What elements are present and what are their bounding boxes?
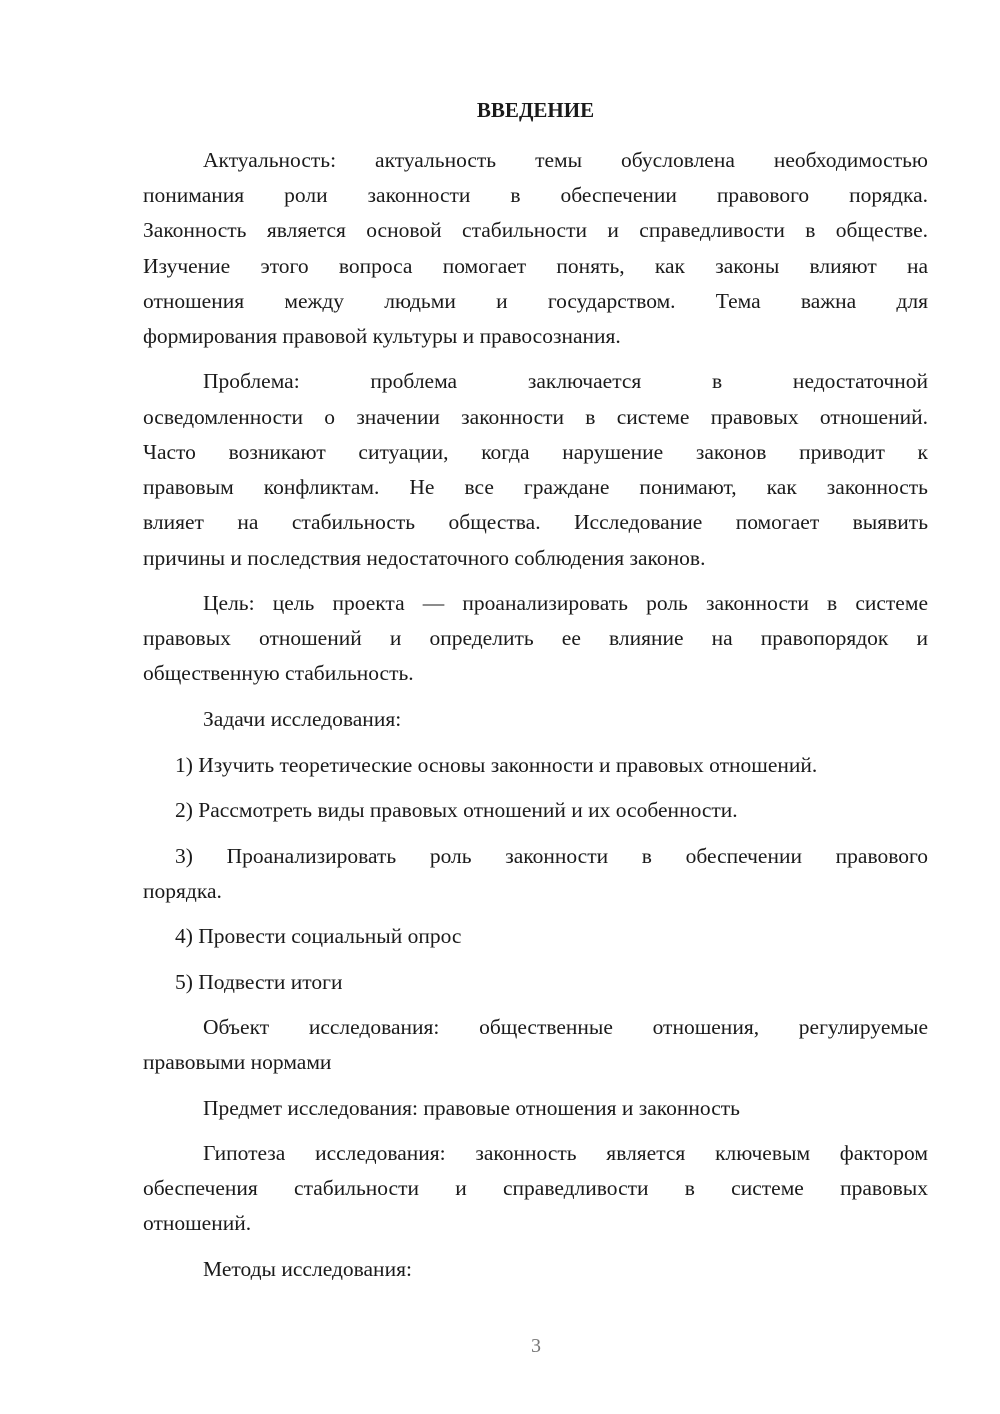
page-number: 3 xyxy=(531,1335,541,1357)
list-item: 3) Проанализировать роль законности в обеспечении правового xyxy=(175,844,928,868)
text-line: правовыми нормами xyxy=(143,1050,332,1074)
text-line: осведомленности о значении законности в системе правовых отношений. xyxy=(143,405,928,429)
text-line: Часто возникают ситуации, когда нарушение законов приводит к xyxy=(143,440,928,464)
text-line: понимания роли законности в обеспечении правового порядка. xyxy=(143,183,928,207)
text-line: причины и последствия недостаточного соблюдения законов. xyxy=(143,546,706,570)
text-line: Задачи исследования: xyxy=(203,707,402,731)
text-line: формирования правовой культуры и правосознания. xyxy=(143,324,621,348)
text-line: общественную стабильность. xyxy=(143,661,414,685)
text-line: Методы исследования: xyxy=(203,1257,412,1281)
text-line: Объект исследования: общественные отношения, регулируемые xyxy=(203,1015,928,1039)
list-item: 1) Изучить теоретические основы законности и правовых отношений. xyxy=(175,753,818,777)
text-line: отношения между людьми и государством. Тема важна для xyxy=(143,289,928,313)
text-line: правовым конфликтам. Не все граждане понимают, как законность xyxy=(143,475,928,499)
text-line: Актуальность: актуальность темы обусловлена необходимостью xyxy=(203,148,928,172)
text-line: правовых отношений и определить ее влияние на правопорядок и xyxy=(143,626,928,650)
list-item: 2) Рассмотреть виды правовых отношений и их особенности. xyxy=(175,798,738,822)
text-line: Предмет исследования: правовые отношения и законность xyxy=(203,1096,740,1120)
text-line: Изучение этого вопроса помогает понять, как законы влияют на xyxy=(143,254,928,278)
text-line: отношений. xyxy=(143,1211,252,1235)
text-line: влияет на стабильность общества. Исследование помогает выявить xyxy=(143,510,928,534)
text-line: Проблема: проблема заключается в недостаточной xyxy=(203,369,928,393)
text-line: Цель: цель проекта — проанализировать роль законности в системе xyxy=(203,591,928,615)
list-item: 5) Подвести итоги xyxy=(175,970,343,994)
text-line: обеспечения стабильности и справедливости в системе правовых xyxy=(143,1176,928,1200)
text-line: Законность является основой стабильности и справедливости в обществе. xyxy=(143,218,928,242)
text-line: Гипотеза исследования: законность является ключевым фактором xyxy=(203,1141,928,1165)
list-item: 4) Провести социальный опрос xyxy=(175,924,462,948)
text-line: порядка. xyxy=(143,879,222,903)
page-title: ВВЕДЕНИЕ xyxy=(476,98,595,122)
